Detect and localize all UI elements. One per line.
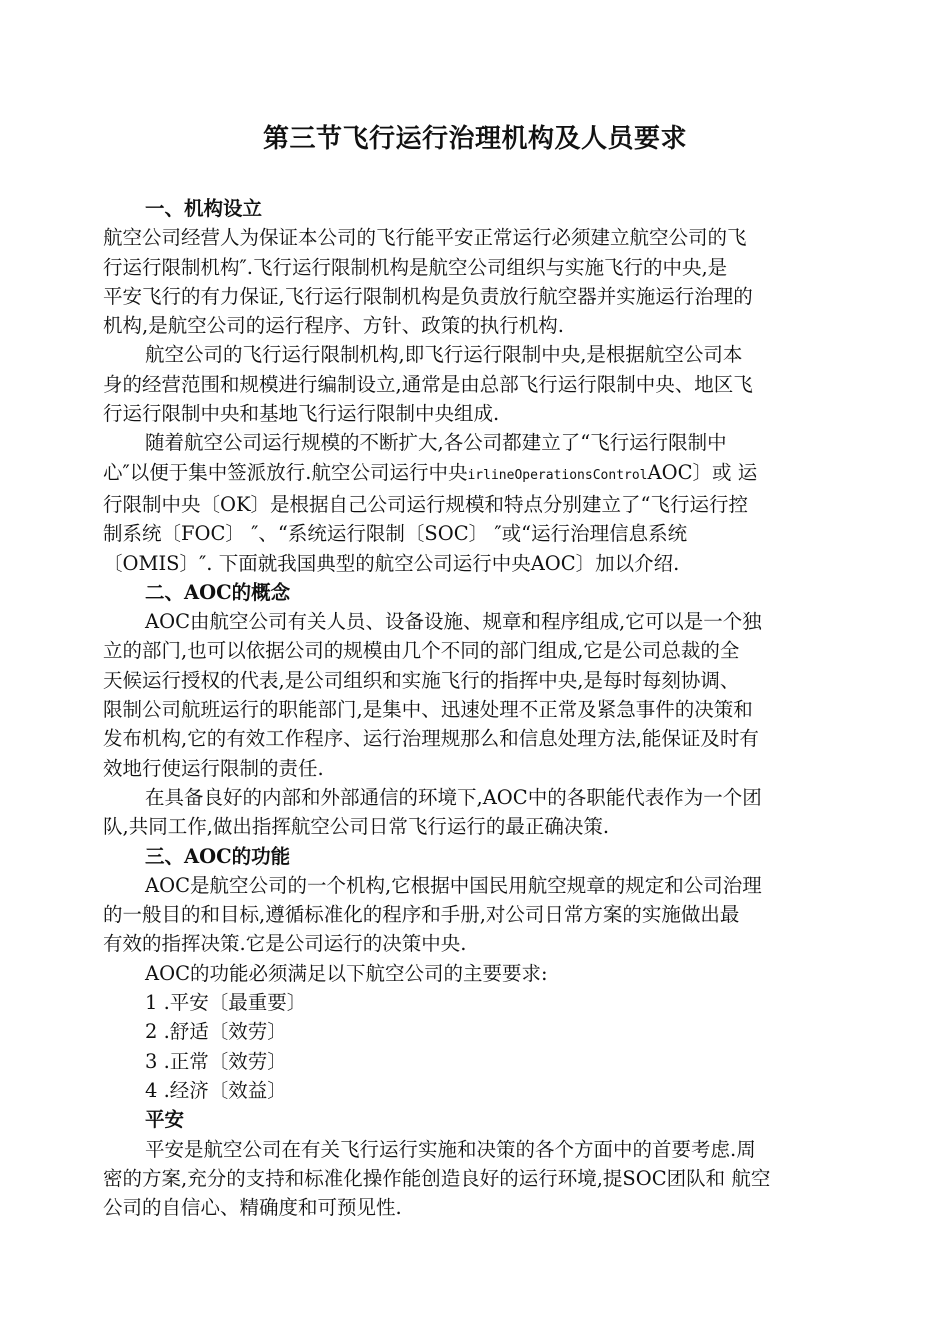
text-segment: AOC〕或 运 (647, 460, 758, 484)
paragraph-line: 的一般目的和目标,遵循标准化的程序和手册,对公司日常方案的实施做出最 (103, 903, 740, 927)
paragraph-line: 限制公司航班运行的职能部门,是集中、迅速处理不正常及紧急事件的决策和 (103, 698, 753, 722)
list-item: 3 .正常〔效劳〕 (145, 1049, 287, 1073)
paragraph-line: 身的经营范围和规模进行编制设立,通常是由总部飞行运行限制中央、地区飞 (103, 372, 753, 396)
paragraph-line: 随着航空公司运行规模的不断扩大,各公司都建立了“飞行运行限制中 (145, 431, 727, 455)
paragraph-line: 在具备良好的内部和外部通信的环境下,AOC中的各职能代表作为一个团 (145, 785, 762, 809)
paragraph-line: AOC的功能必须满足以下航空公司的主要要求: (145, 961, 548, 985)
paragraph-line: 天候运行授权的代表,是公司组织和实施飞行的指挥中央,是每时每刻协调、 (103, 668, 740, 692)
list-item: 1 .平安〔最重要〕 (145, 991, 307, 1015)
paragraph-line: 公司的自信心、精确度和可预见性. (103, 1196, 402, 1220)
paragraph-line: 航空公司的飞行运行限制机构,即飞行运行限制中央,是根据航空公司本 (145, 343, 743, 367)
paragraph-line: 行运行限制机构″.飞行运行限制机构是航空公司组织与实施飞行的中央,是 (103, 255, 728, 279)
section-heading-aoc-function: 三、AOC的功能 (145, 844, 291, 868)
paragraph-line: 行运行限制中央和基地飞行运行限制中央组成. (103, 402, 500, 426)
document-body (103, 194, 863, 1222)
text-segment-small: irlineOperationsControl (467, 467, 648, 483)
paragraph-line: 队,共同工作,做出指挥航空公司日常飞行运行的最正确决策. (103, 815, 610, 839)
paragraph-line: 立的部门,也可以依据公司的规模由几个不同的部门组成,它是公司总裁的全 (103, 639, 740, 663)
section-heading-safety: 平安 (145, 1108, 185, 1132)
paragraph-line: 有效的指挥决策.它是公司运行的决策中央. (103, 932, 467, 956)
paragraph-line (103, 458, 863, 490)
paragraph-line: 制系统〔FOC〕 ″、“系统运行限制〔SOC〕 ″或“运行治理信息系统 (103, 522, 688, 546)
paragraph-line: 密的方案,充分的支持和标准化操作能创造良好的运行环境,提SOC团队和 航空 (103, 1166, 771, 1190)
page-title: 第三节飞行运行治理机构及人员要求 (262, 124, 687, 154)
paragraph-line: AOC是航空公司的一个机构,它根据中国民用航空规章的规定和公司治理 (145, 873, 762, 897)
paragraph-line: 平安是航空公司在有关飞行运行实施和决策的各个方面中的首要考虑.周 (145, 1137, 756, 1161)
list-item: 2 .舒适〔效劳〕 (145, 1020, 287, 1044)
text-segment: 心″以便于集中签派放行.航空公司运行中央 (103, 460, 468, 484)
paragraph-line: AOC由航空公司有关人员、设备设施、规章和程序组成,它可以是一个独 (145, 610, 762, 634)
list-item: 4 .经济〔效益〕 (145, 1078, 287, 1102)
section-heading-organization: 一、机构设立 (145, 197, 263, 220)
paragraph-line: 发布机构,它的有效工作程序、运行治理规那么和信息处理方法,能保证及时有 (103, 727, 759, 751)
paragraph-line: 效地行使运行限制的责任. (103, 756, 324, 780)
paragraph-line: 机构,是航空公司的运行程序、方针、政策的执行机构. (103, 314, 564, 338)
paragraph-line: 行限制中央〔OK〕是根据自己公司运行规模和特点分别建立了“飞行运行控 (103, 492, 749, 516)
paragraph-line: 航空公司经营人为保证本公司的飞行能平安正常运行必须建立航空公司的飞 (103, 226, 747, 250)
section-heading-aoc-concept: 二、AOC的概念 (145, 580, 291, 604)
paragraph-line: 平安飞行的有力保证,飞行运行限制机构是负责放行航空器并实施运行治理的 (103, 284, 753, 308)
paragraph-line: 〔OMIS〕″. 下面就我国典型的航空公司运行中央AOC〕加以介绍. (103, 551, 680, 575)
